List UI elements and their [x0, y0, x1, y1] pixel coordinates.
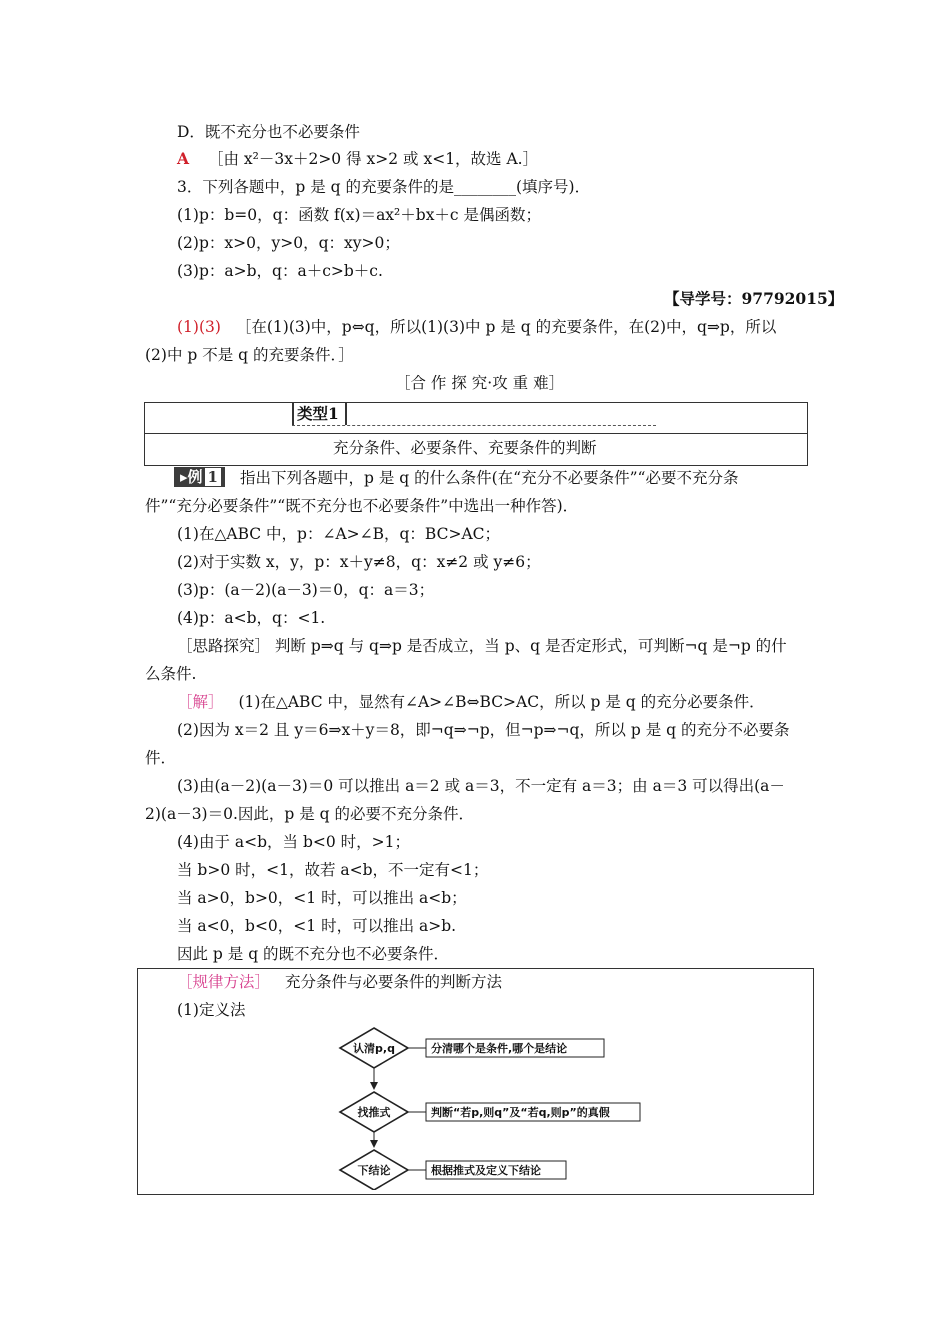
- solution-line-1: [177, 692, 765, 712]
- flow-step-2: 找推式: [357, 1106, 391, 1119]
- solution-line: 2)(a－3)＝0.因此，p 是 q 的必要不充分条件．: [145, 805, 475, 823]
- answer-2-letter: A: [177, 149, 190, 168]
- type-label-underline: [292, 425, 656, 426]
- solution-label: ［解］: [177, 693, 224, 711]
- solution-line: 因此 p 是 q 的既不充分也不必要条件．: [177, 945, 450, 963]
- solution-line: 件．: [145, 749, 177, 767]
- flow-step-3: 下结论: [357, 1164, 391, 1177]
- solution-line: 当 a<0，b<0，<1 时，可以推出 a>b.: [177, 917, 457, 935]
- solution-line: (4)由于 a<b，当 b<0 时，>1；: [177, 833, 411, 851]
- type-label: 类型1: [297, 404, 339, 423]
- example-number: 1: [205, 468, 221, 486]
- question-3-stem: 3．下列各题中，p 是 q 的充要条件的是________(填序号)．: [177, 178, 591, 196]
- example-tag: [174, 467, 225, 487]
- answer-3-label: (1)(3): [177, 318, 221, 336]
- thinking-line-1: ［思路探究］ 判断 p⇒q 与 q⇒p 是否成立，当 p、q 是否定形式，可判断¬q 是¬p 的什: [177, 637, 787, 655]
- solution-line: (3)由(a－2)(a－3)＝0 可以推出 a＝2 或 a＝3，不一定有 a＝3；由 a＝3 可以得出(a－: [177, 777, 785, 795]
- example-stem-line-1: 指出下列各题中，p 是 q 的什么条件(在“充分不必要条件”“必要不充分条: [240, 469, 739, 487]
- section-title: ［合 作 探 究·攻 重 难］: [395, 374, 565, 392]
- answer-3-line-1: ［在(1)(3)中，p⇔q，所以(1)(3)中 p 是 q 的充要条件，在(2)中，q⇒p，所以: [235, 318, 777, 336]
- type-title: 充分条件、必要条件、充要条件的判断: [333, 439, 597, 457]
- option-d: D．既不充分也不必要条件: [177, 123, 360, 141]
- question-3-item: (2)p：x>0，y>0，q：xy>0；: [177, 234, 400, 252]
- solution-line: 当 a>0，b>0，<1 时，可以推出 a<b；: [177, 889, 467, 907]
- example-item: (3)p：(a－2)(a－3)＝0，q：a＝3；: [177, 581, 435, 599]
- flow-note-3: 根据推式及定义下结论: [431, 1164, 541, 1177]
- example-item: (4)p：a<b，q：<1.: [177, 609, 326, 627]
- type-label-bar-right: [345, 403, 347, 425]
- answer-2-explanation: ［由 x²－3x＋2>0 得 x>2 或 x<1，故选 A.］: [207, 150, 539, 168]
- solution-line: (2)因为 x＝2 且 y＝6⇒x＋y＝8，即¬q⇒¬p，但¬p⇒¬q，所以 p 是 q 的充分不必要条: [177, 721, 790, 739]
- flow-step-1: 认清p,q: [353, 1042, 395, 1055]
- type-label-bar-left: [292, 403, 294, 425]
- flow-note-1: 分清哪个是条件,哪个是结论: [431, 1042, 568, 1055]
- answer-3-line-2: (2)中 p 不是 q 的充要条件．］: [145, 346, 354, 364]
- method-title: 充分条件与必要条件的判断方法: [284, 973, 502, 991]
- method-heading: [177, 972, 502, 992]
- guide-number: 【导学号：97792015】: [664, 289, 844, 308]
- solution-line: 当 b>0 时，<1，故若 a<b，不一定有<1；: [177, 861, 489, 879]
- question-3-item: (1)p：b=0，q：函数 f(x)＝ax²＋bx＋c 是偶函数；: [177, 206, 542, 224]
- answer-2: [177, 149, 538, 169]
- question-3-item: (3)p：a>b，q：a＋c>b＋c.: [177, 262, 383, 280]
- method-label: ［规律方法］: [177, 973, 271, 991]
- example-tag-text: 例: [187, 468, 203, 486]
- example-item: (1)在△ABC 中，p：∠A>∠B，q：BC>AC；: [177, 525, 501, 543]
- example-item: (2)对于实数 x，y，p：x＋y≠8，q：x≠2 或 y≠6；: [177, 553, 541, 571]
- answer-3: [177, 317, 776, 337]
- flow-note-2: 判断“若p,则q”及“若q,则p”的真假: [431, 1106, 610, 1119]
- thinking-line-2: 么条件.: [145, 665, 197, 683]
- type-header-divider: [144, 433, 807, 434]
- solution-text: (1)在△ABC 中，显然有∠A>∠B⇔BC>AC，所以 p 是 q 的充分必要条件．: [238, 693, 765, 711]
- method-item: (1)定义法: [177, 1001, 246, 1019]
- example-stem-line-2: 件”“充分必要条件”“既不充分也不必要条件”中选出一种作答)．: [145, 497, 579, 515]
- example-tag-arrow-icon: ▸: [180, 468, 188, 486]
- definition-flowchart: [330, 1022, 650, 1190]
